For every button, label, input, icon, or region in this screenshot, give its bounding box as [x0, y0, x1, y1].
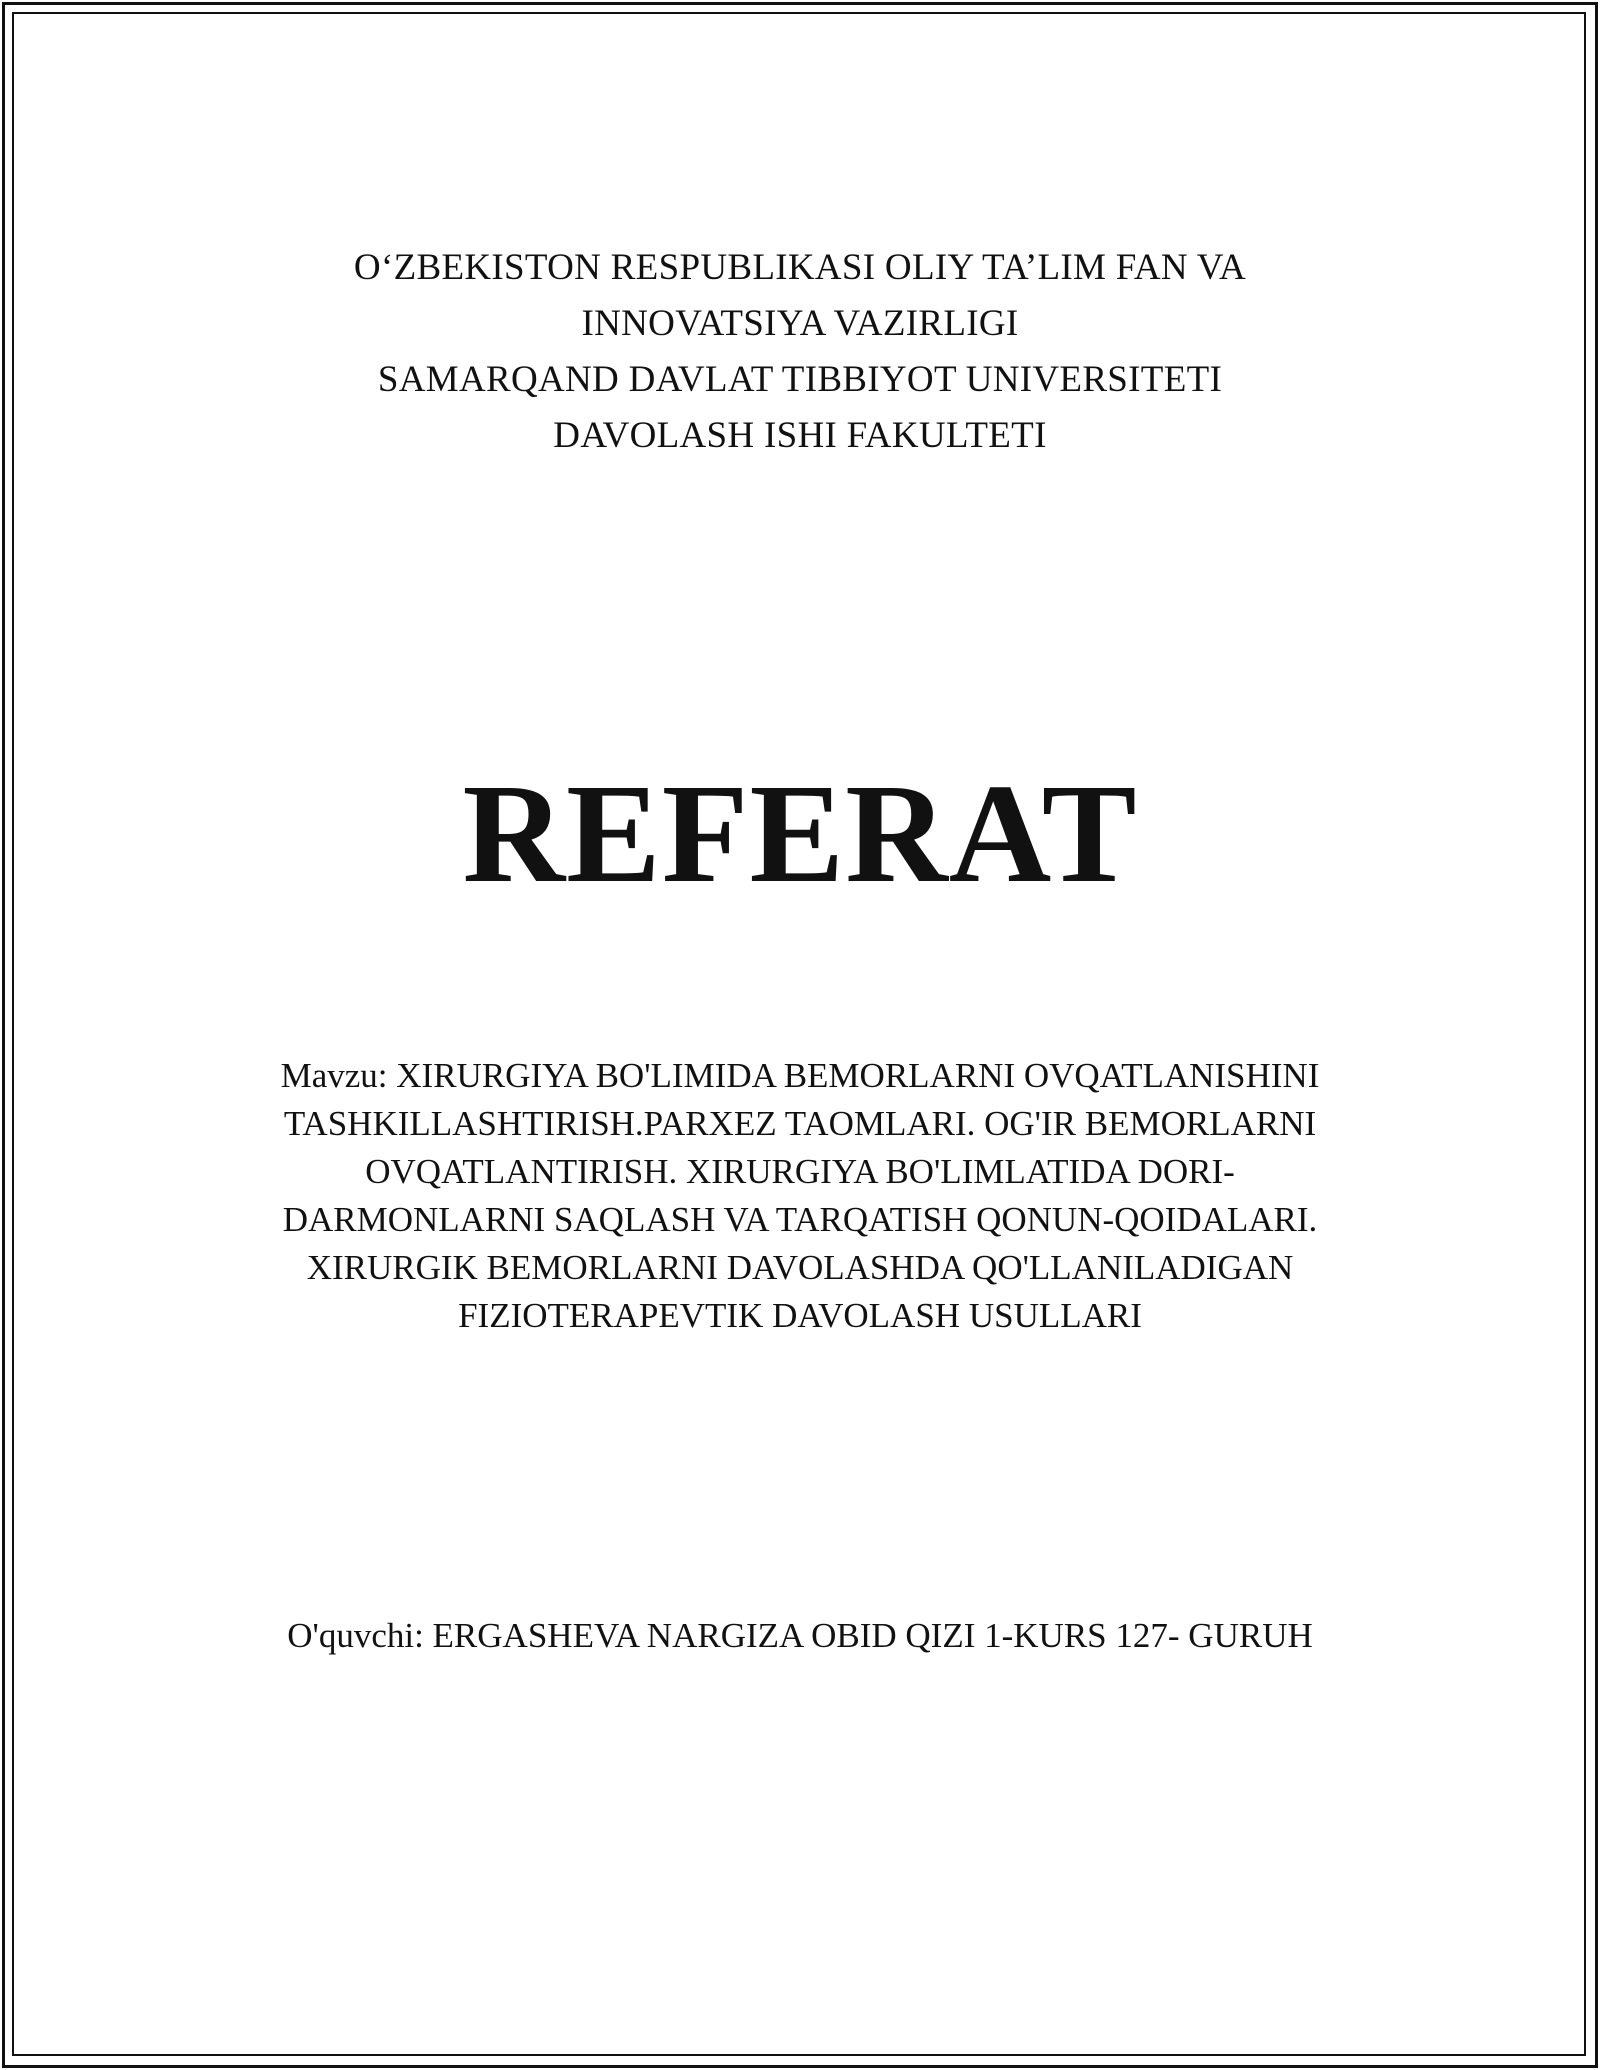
student-info: O'quvchi: ERGASHEVA NARGIZA OBID QIZI 1-KURS 127- GURUH [287, 1616, 1313, 1655]
topic-line: XIRURGIK BEMORLARNI DAVOLASHDA QO'LLANILADIGAN [306, 1248, 1294, 1287]
topic-line: OVQATLANTIRISH. XIRURGIYA BO'LIMLATIDA DORI- [365, 1152, 1235, 1191]
institution-header [160, 240, 1440, 464]
document-title: REFERAT [462, 754, 1138, 912]
header-line: INNOVATSIYA VAZIRLIGI [581, 303, 1019, 344]
topic-line: DARMONLARNI SAQLASH VA TARQATISH QONUN-QOIDALARI. [282, 1200, 1318, 1239]
header-line: DAVOLASH ISHI FAKULTETI [553, 415, 1047, 456]
topic-line: Mavzu: XIRURGIYA BO'LIMIDA BEMORLARNI OVQATLANISHINI [280, 1056, 1320, 1095]
topic-line: TASHKILLASHTIRISH.PARXEZ TAOMLARI. OG'IR BEMORLARNI [283, 1104, 1317, 1143]
topic-line: FIZIOTERAPEVTIK DAVOLASH USULLARI [458, 1296, 1142, 1335]
header-line: O‘ZBEKISTON RESPUBLIKASI OLIY TA’LIM FAN VA [353, 247, 1247, 288]
topic-block [200, 1052, 1400, 1340]
header-line: SAMARQAND DAVLAT TIBBIYOT UNIVERSITETI [377, 359, 1223, 400]
